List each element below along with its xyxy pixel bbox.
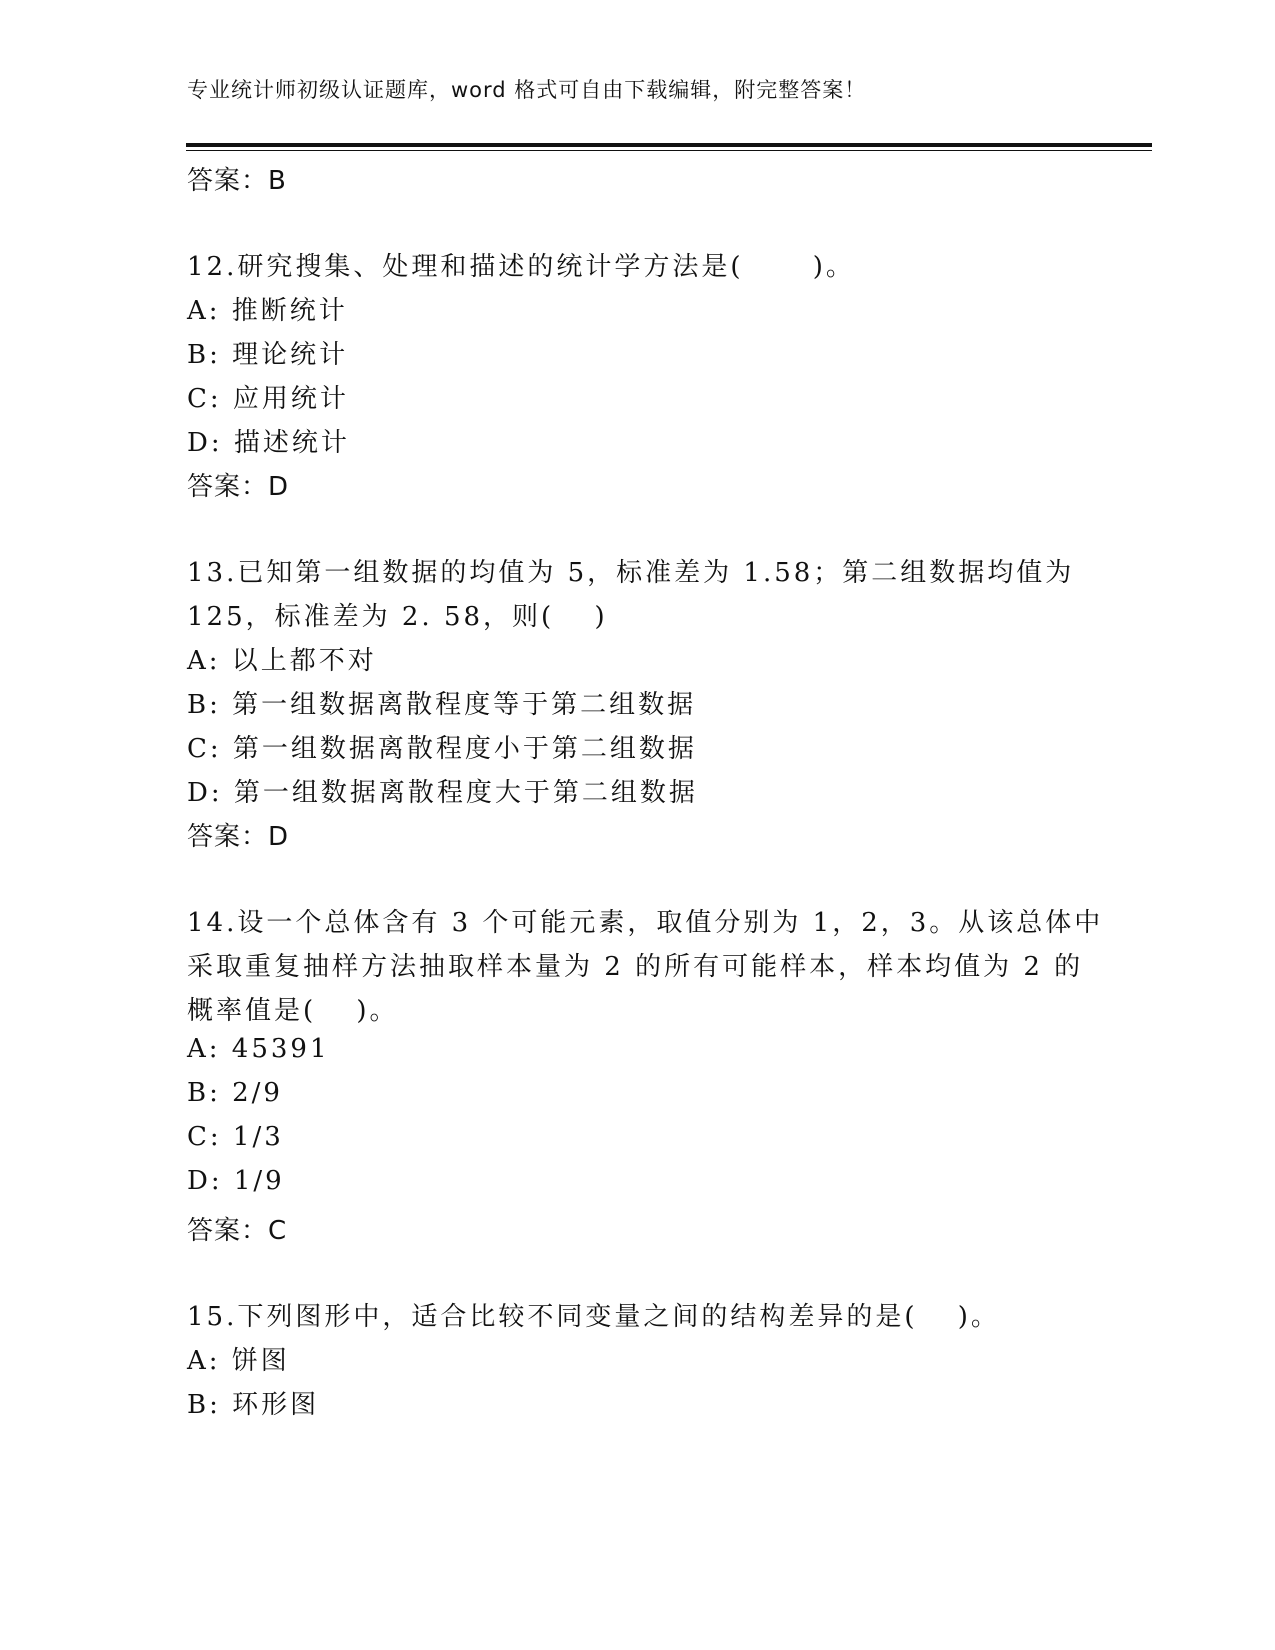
question-15-text: 15.下列图形中，适合比较不同变量之间的结构差异的是( )。 [187,1302,1000,1332]
question-13-text-line-1: 13.已知第一组数据的均值为 5，标准差为 1.58；第二组数据均值为 [187,558,1075,588]
answer-q11: 答案：B [187,166,287,196]
question-15-option-a: A: 饼图 [187,1346,290,1376]
question-13-text-line-2: 125，标准差为 2. 58，则( ) [187,602,608,632]
answer-q13: 答案：D [187,822,290,852]
question-14-text-line-3: 概率值是( )。 [187,996,399,1026]
question-12-text: 12.研究搜集、处理和描述的统计学方法是( )。 [187,252,855,282]
question-14-option-d: D: 1/9 [187,1166,285,1196]
question-12-option-c: C: 应用统计 [187,384,349,414]
question-14-text-line-1: 14.设一个总体含有 3 个可能元素，取值分别为 1，2，3。从该总体中 [187,908,1104,938]
question-14-option-c: C: 1/3 [187,1122,284,1152]
question-12-option-d: D: 描述统计 [187,428,350,458]
header-rule-thick [186,143,1152,147]
question-13-option-b: B: 第一组数据离散程度等于第二组数据 [187,690,697,720]
answer-q14: 答案：C [187,1216,288,1246]
header-rule-thin [186,150,1152,151]
question-14-text-line-2: 采取重复抽样方法抽取样本量为 2 的所有可能样本，样本均值为 2 的 [187,952,1084,982]
question-12-option-a: A: 推断统计 [187,296,348,326]
question-12-option-b: B: 理论统计 [187,340,349,370]
question-14-option-a: A: 45391 [187,1034,330,1064]
question-13-option-c: C: 第一组数据离散程度小于第二组数据 [187,734,697,764]
page-header: 专业统计师初级认证题库，word 格式可自由下载编辑，附完整答案！ [187,78,867,102]
question-14-option-b: B: 2/9 [187,1078,283,1108]
question-13-option-d: D: 第一组数据离散程度大于第二组数据 [187,778,698,808]
question-13-option-a: A: 以上都不对 [187,646,377,676]
question-15-option-b: B: 环形图 [187,1390,320,1420]
answer-q12: 答案：D [187,472,290,502]
